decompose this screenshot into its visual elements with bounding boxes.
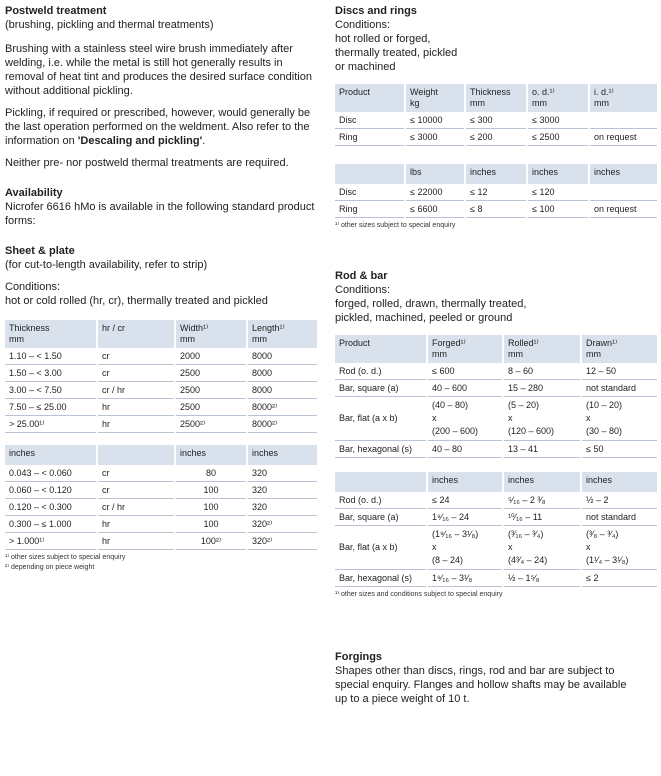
table-cell: 320 [247, 465, 317, 482]
table-cell: 8000²⁾ [247, 399, 317, 416]
sheet-title: Sheet & plate [5, 245, 75, 257]
column-header: inches [175, 445, 247, 465]
discs-note: ¹⁾ other sizes subject to special enquiry [335, 222, 456, 229]
table-cell: Bar, hexagonal (s) [335, 441, 427, 458]
column-header: inches [427, 472, 503, 492]
table-cell: 100 [175, 482, 247, 499]
sheet-subtitle: (for cut-to-length availability, refer to strip) [5, 259, 208, 271]
table-cell: 0.043 – < 0.060 [5, 465, 97, 482]
table-row [5, 482, 317, 499]
postweld-paragraph-3: Neither pre- nor postweld thermal treatments are required. [5, 157, 289, 169]
table-cell: hr [97, 416, 175, 433]
postweld-paragraph-1: Brushing with a stainless steel wire brush immediately after welding, i.e. while the metal is still hot generally results in removal of heat tint and produces the desired surface condition without additional pickling. [5, 43, 312, 97]
column-header: Thickness mm [5, 320, 97, 348]
table-row [335, 526, 657, 570]
table-cell: 1.10 – < 1.50 [5, 348, 97, 365]
table-cell: on request [589, 129, 657, 146]
table-cell: 100²⁾ [175, 533, 247, 550]
discs-mm-table [335, 84, 657, 146]
sheet-mm-table [5, 320, 317, 433]
table-cell: Ring [335, 129, 405, 146]
table-cell: 0.120 – < 0.300 [5, 499, 97, 516]
column-header: Thickness mm [465, 84, 527, 112]
column-header: Drawn¹⁾ mm [581, 335, 657, 363]
table-cell: cr [97, 465, 175, 482]
availability-title: Availability [5, 187, 63, 199]
table-cell: Bar, square (a) [335, 380, 427, 397]
right-column [335, 0, 657, 706]
table-cell: (³⁄₁₆ – ³⁄₄) x (4³⁄₄ – 24) [503, 526, 581, 570]
table-cell: cr [97, 482, 175, 499]
rod-conditions-text: forged, rolled, drawn, thermally treated, pickled, machined, peeled or ground [335, 298, 527, 324]
descaling-reference: 'Descaling and pickling' [77, 135, 203, 147]
table-cell: Disc [335, 184, 405, 201]
table-cell: cr / hr [97, 499, 175, 516]
column-header: Length¹⁾ mm [247, 320, 317, 348]
table-row [335, 201, 657, 218]
table-cell: 3.00 – < 7.50 [5, 382, 97, 399]
column-header: Width¹⁾ mm [175, 320, 247, 348]
column-header: inches [465, 164, 527, 184]
column-header: Product [335, 335, 427, 363]
table-cell: cr [97, 348, 175, 365]
table-cell: 1.50 – < 3.00 [5, 365, 97, 382]
table-cell: ≤ 22000 [405, 184, 465, 201]
table-cell: ⁵⁄₁₆ – 2 ³⁄₈ [503, 492, 581, 509]
column-header: inches [581, 472, 657, 492]
table-cell: 2500 [175, 382, 247, 399]
table-cell: ≤ 300 [465, 112, 527, 129]
rod-mm-table [335, 335, 657, 458]
table-cell: ≤ 3000 [405, 129, 465, 146]
column-header: Weight kg [405, 84, 465, 112]
table-row [5, 399, 317, 416]
table-cell: hr [97, 399, 175, 416]
table-row [335, 380, 657, 397]
table-row [5, 516, 317, 533]
column-header: Forged¹⁾ mm [427, 335, 503, 363]
table-row [5, 533, 317, 550]
sheet-conditions-text: hot or cold rolled (hr, cr), thermally treated and pickled [5, 295, 268, 307]
table-cell: (5 – 20) x (120 – 600) [503, 397, 581, 441]
table-cell: 15 – 280 [503, 380, 581, 397]
table-row [335, 570, 657, 587]
column-header: inches [5, 445, 97, 465]
table-row [335, 112, 657, 129]
table-cell: hr [97, 533, 175, 550]
table-cell: Rod (o. d.) [335, 363, 427, 380]
rod-note: ¹⁾ other sizes and conditions subject to special enquiry [335, 591, 503, 598]
table-cell: ½ – 2 [581, 492, 657, 509]
table-cell: Bar, flat (a x b) [335, 397, 427, 441]
table-cell: 2000 [175, 348, 247, 365]
table-cell: cr / hr [97, 382, 175, 399]
table-cell: 40 – 600 [427, 380, 503, 397]
table-cell: ≤ 24 [427, 492, 503, 509]
table-row [5, 465, 317, 482]
forgings-title: Forgings [335, 651, 383, 663]
table-cell: 0.060 – < 0.120 [5, 482, 97, 499]
p2-text: Pickling, if required or prescribed, however, would generally be the last operation performed on the weldment. Also refer to the information on [5, 107, 311, 147]
table-cell: Rod (o. d.) [335, 492, 427, 509]
column-header [335, 472, 427, 492]
table-cell: 8000 [247, 365, 317, 382]
column-header: inches [503, 472, 581, 492]
table-cell: 320²⁾ [247, 516, 317, 533]
table-cell: ½ – 1⁵⁄₈ [503, 570, 581, 587]
table-cell: not standard [581, 380, 657, 397]
postweld-title: Postweld treatment [5, 5, 107, 17]
table-row [5, 499, 317, 516]
table-cell: 7.50 – ≤ 25.00 [5, 399, 97, 416]
table-cell: ≤ 3000 [527, 112, 589, 129]
table-cell: 2500²⁾ [175, 416, 247, 433]
sheet-inch-table [5, 445, 317, 550]
table-row [5, 382, 317, 399]
table-cell: 13 – 41 [503, 441, 581, 458]
table-cell: (40 – 80) x (200 – 600) [427, 397, 503, 441]
table-cell: 8 – 60 [503, 363, 581, 380]
discs-title: Discs and rings [335, 5, 417, 17]
table-cell: 320²⁾ [247, 533, 317, 550]
table-row [335, 441, 657, 458]
table-cell: ≤ 2 [581, 570, 657, 587]
table-cell: Bar, hexagonal (s) [335, 570, 427, 587]
table-cell: 320 [247, 482, 317, 499]
column-header: o. d.¹⁾ mm [527, 84, 589, 112]
table-row [335, 509, 657, 526]
table-cell: > 25.00¹⁾ [5, 416, 97, 433]
table-row [335, 129, 657, 146]
rod-title: Rod & bar [335, 270, 388, 282]
table-cell: 80 [175, 465, 247, 482]
column-header: Product [335, 84, 405, 112]
column-header: inches [527, 164, 589, 184]
discs-conditions-label: Conditions: [335, 19, 391, 31]
left-column [5, 0, 317, 573]
rod-inch-table [335, 472, 657, 587]
table-cell: (1⁹⁄₁₆ – 3¹⁄₈) x (8 – 24) [427, 526, 503, 570]
table-cell: ≤ 50 [581, 441, 657, 458]
table-cell: 8000 [247, 348, 317, 365]
column-header [97, 445, 175, 465]
table-cell: > 1.000¹⁾ [5, 533, 97, 550]
table-cell: Ring [335, 201, 405, 218]
table-row [335, 363, 657, 380]
table-cell: ≤ 10000 [405, 112, 465, 129]
p2-end: . [202, 135, 206, 147]
sheet-note-2: ²⁾ depending on piece weight [5, 564, 95, 571]
table-cell: 2500 [175, 399, 247, 416]
table-cell: 320 [247, 499, 317, 516]
table-cell: (10 – 20) x (30 – 80) [581, 397, 657, 441]
column-header: inches [247, 445, 317, 465]
table-cell: 100 [175, 516, 247, 533]
table-cell: 40 – 80 [427, 441, 503, 458]
column-header: inches [589, 164, 657, 184]
table-cell: 8000 [247, 382, 317, 399]
table-row [5, 365, 317, 382]
table-cell: hr [97, 516, 175, 533]
table-cell: Disc [335, 112, 405, 129]
column-header: i. d.¹⁾ mm [589, 84, 657, 112]
table-cell: ≤ 2500 [527, 129, 589, 146]
table-cell: 1⁹⁄₁₆ – 3¹⁄₈ [427, 570, 503, 587]
column-header: Rolled¹⁾ mm [503, 335, 581, 363]
rod-conditions-label: Conditions: [335, 284, 391, 296]
table-cell: ≤ 200 [465, 129, 527, 146]
table-cell: Bar, square (a) [335, 509, 427, 526]
table-cell: ≤ 12 [465, 184, 527, 201]
discs-inch-table [335, 164, 657, 218]
table-cell: ≤ 600 [427, 363, 503, 380]
table-cell [589, 112, 657, 129]
column-header: lbs [405, 164, 465, 184]
table-cell: 1⁹⁄₁₆ – 24 [427, 509, 503, 526]
column-header: hr / cr [97, 320, 175, 348]
table-cell: 2500 [175, 365, 247, 382]
sheet-note-1: ¹⁾ other sizes subject to special enquiry [5, 554, 126, 561]
table-cell [589, 184, 657, 201]
table-cell: on request [589, 201, 657, 218]
discs-conditions-text: hot rolled or forged, thermally treated, pickled or machined [335, 33, 458, 73]
table-row [335, 492, 657, 509]
table-row [335, 397, 657, 441]
table-cell: ≤ 6600 [405, 201, 465, 218]
availability-text: Nicrofer 6616 hMo is available in the following standard product forms: [5, 201, 315, 227]
column-header [335, 164, 405, 184]
sheet-conditions-label: Conditions: [5, 281, 61, 293]
table-cell: cr [97, 365, 175, 382]
table-cell: ¹⁰⁄₁₆ – 11 [503, 509, 581, 526]
postweld-subtitle: (brushing, pickling and thermal treatments) [5, 19, 214, 31]
table-cell: not standard [581, 509, 657, 526]
table-cell: (³⁄₈ – ³⁄₄) x (1¹⁄₄ – 3¹⁄₈) [581, 526, 657, 570]
table-cell: Bar, flat (a x b) [335, 526, 427, 570]
table-cell: 0.300 – ≤ 1.000 [5, 516, 97, 533]
postweld-paragraph-2 [5, 106, 317, 148]
table-row [5, 348, 317, 365]
table-row [335, 184, 657, 201]
table-cell: 8000²⁾ [247, 416, 317, 433]
table-cell: ≤ 120 [527, 184, 589, 201]
table-cell: ≤ 8 [465, 201, 527, 218]
table-cell: ≤ 100 [527, 201, 589, 218]
table-cell: 100 [175, 499, 247, 516]
forgings-text: Shapes other than discs, rings, rod and bar are subject to special enquiry. Flanges and hollow shafts may be available up to a piece weight of 10 t. [335, 665, 627, 705]
table-cell: 12 – 50 [581, 363, 657, 380]
table-row [5, 416, 317, 433]
